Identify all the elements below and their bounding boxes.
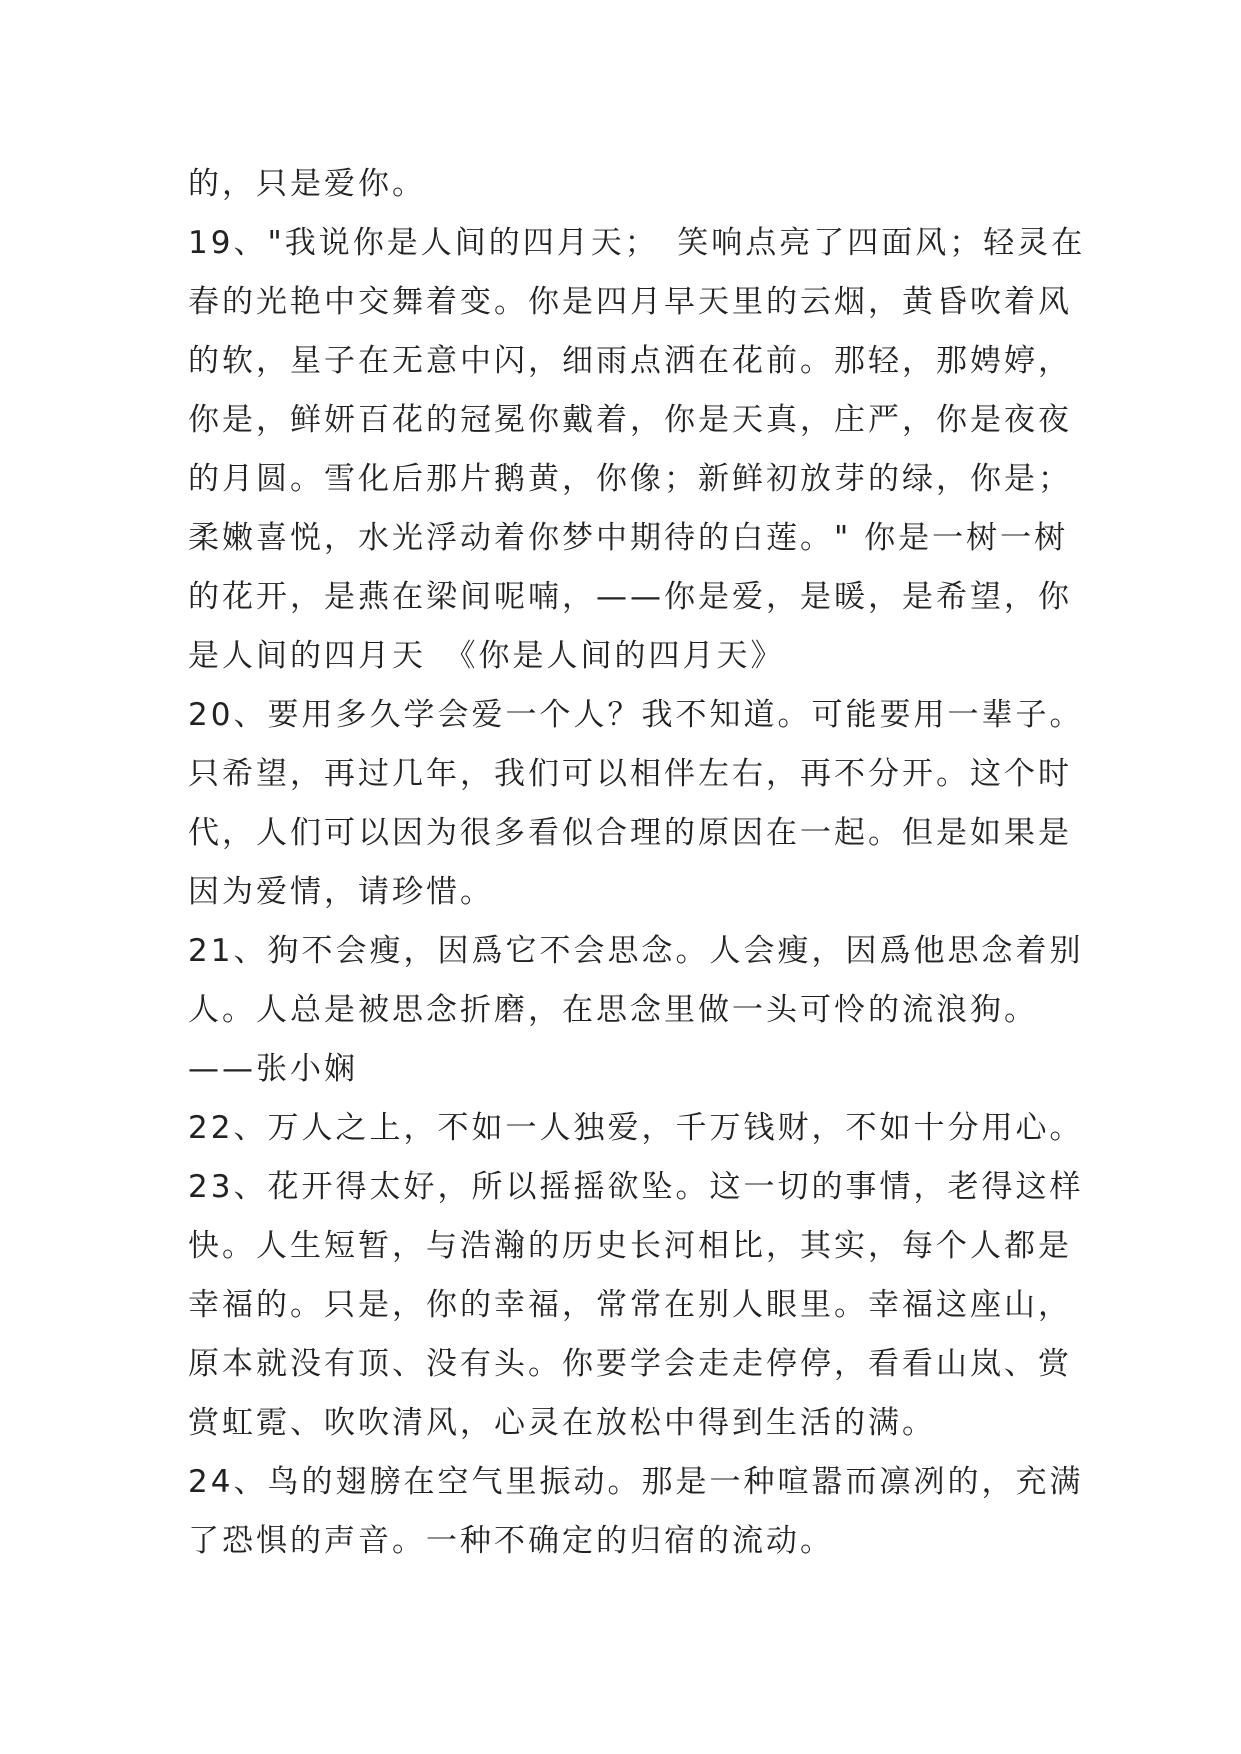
text-line: 的软，星子在无意中闪，细雨点洒在花前。那轻，那娉婷， (188, 343, 1072, 379)
text-line: 23、花开得太好，所以摇摇欲坠。这一切的事情，老得这样 (188, 1169, 1084, 1205)
text-line: 24、鸟的翅膀在空气里振动。那是一种喧嚣而凛冽的，充满 (188, 1464, 1084, 1500)
text-line: 是人间的四月天 《你是人间的四月天》 (188, 638, 785, 674)
text-line: 22、万人之上，不如一人独爱，千万钱财，不如十分用心。 (188, 1110, 1084, 1146)
text-line: 因为爱情，请珍惜。 (188, 874, 494, 910)
text-line: 代，人们可以因为很多看似合理的原因在一起。但是如果是 (188, 815, 1072, 851)
text-line: 你是，鲜妍百花的冠冕你戴着，你是天真，庄严，你是夜夜 (188, 402, 1072, 438)
text-line: 春的光艳中交舞着变。你是四月早天里的云烟，黄昏吹着风 (188, 284, 1072, 320)
text-line: 柔嫩喜悦，水光浮动着你梦中期待的白莲。" 你是一树一树 (188, 520, 1069, 556)
text-line: 的月圆。雪化后那片鹅黄，你像；新鲜初放芽的绿，你是； (188, 461, 1072, 497)
text-line: 的，只是爱你。 (188, 166, 426, 202)
document-body (188, 155, 1086, 1571)
text-line: 幸福的。只是，你的幸福，常常在别人眼里。幸福这座山， (188, 1287, 1072, 1323)
text-line: 20、要用多久学会爱一个人？我不知道。可能要用一辈子。 (188, 697, 1084, 733)
text-line: 赏虹霓、吹吹清风，心灵在放松中得到生活的满。 (188, 1405, 936, 1441)
text-line: 快。人生短暂，与浩瀚的历史长河相比，其实，每个人都是 (188, 1228, 1072, 1264)
text-line: 了恐惧的声音。一种不确定的归宿的流动。 (188, 1523, 834, 1559)
text-line: 的花开，是燕在梁间呢喃，——你是爱，是暖，是希望，你 (188, 579, 1072, 615)
text-line: 原本就没有顶、没有头。你要学会走走停停，看看山岚、赏 (188, 1346, 1072, 1382)
text-line: ——张小娴 (188, 1051, 358, 1087)
text-line: 21、狗不会瘦，因爲它不会思念。人会瘦，因爲他思念着别 (188, 933, 1084, 969)
text-line: 人。人总是被思念折磨，在思念里做一头可怜的流浪狗。 (188, 992, 1038, 1028)
text-line: 只希望，再过几年，我们可以相伴左右，再不分开。这个时 (188, 756, 1072, 792)
text-line: 19、"我说你是人间的四月天； 笑响点亮了四面风；轻灵在 (188, 225, 1086, 261)
